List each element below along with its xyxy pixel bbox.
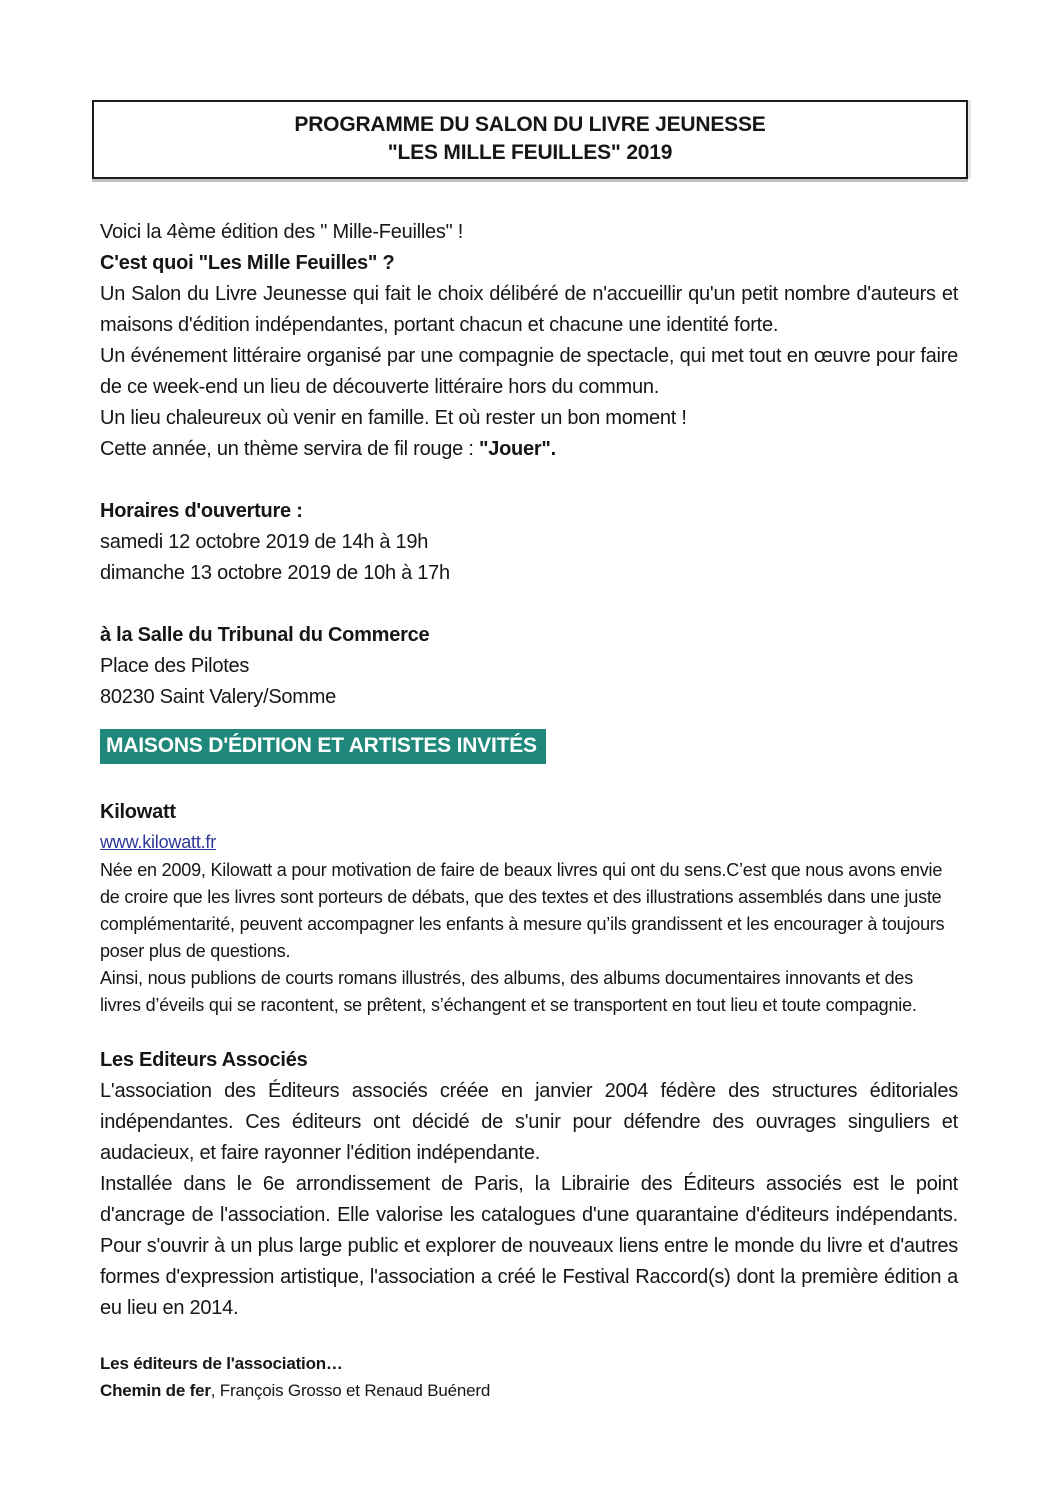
venue-city: 80230 Saint Valery/Somme	[100, 686, 336, 708]
opening-hours-saturday: samedi 12 octobre 2019 de 14h à 19h	[100, 531, 429, 553]
opening-hours-sunday: dimanche 13 octobre 2019 de 10h à 17h	[100, 562, 450, 584]
association-member-line	[100, 1377, 958, 1404]
editeurs-associes-heading: Les Editeurs Associés	[100, 1049, 308, 1071]
intro-theme: "Jouer".	[478, 438, 556, 460]
association-members-section	[100, 1350, 958, 1404]
kilowatt-heading: Kilowatt	[100, 801, 176, 823]
page-content	[0, 100, 1058, 1404]
kilowatt-website-link[interactable]: www.kilowatt.fr	[100, 832, 217, 852]
kilowatt-link-line	[100, 828, 958, 857]
intro-line4-prefix: Cette année, un thème servira de fil rouge :	[100, 438, 479, 460]
venue-section	[100, 620, 958, 713]
kilowatt-paragraph1: Née en 2009, Kilowatt a pour motivation de faire de beaux livres qui ont du sens.C’est que nous avons envie de croire que les livres sont porteurs de débats, que des textes et des illustrations assemblés dans une juste complémentarité, peuvent accompagner les enfants à mesure qu’ils grandissent et les encourager à toujours poser plus de questions.	[100, 860, 945, 961]
title-box	[92, 100, 968, 179]
editeurs-associes-section	[100, 1044, 958, 1324]
intro-line3: Un lieu chaleureux où venir en famille. Et où rester un bon moment !	[100, 407, 687, 429]
section-heading-wrap	[100, 729, 958, 764]
opening-hours-heading: Horaires d'ouverture :	[100, 500, 303, 522]
venue-name: à la Salle du Tribunal du Commerce	[100, 624, 430, 646]
intro-question: C'est quoi "Les Mille Feuilles" ?	[100, 252, 395, 274]
editeurs-paragraph2: Installée dans le 6e arrondissement de Paris, la Librairie des Éditeurs associés est le point d'ancrage de l'association. Elle valorise les catalogues d'une quarantaine d'éditeurs indépendants. Pour s'ouvrir à un plus large public et explorer de nouveaux liens entre le monde du livre et d'autres formes d'expression artistique, l'association a créé le Festival Raccord(s) dont la première édition a eu lieu en 2014.	[100, 1173, 958, 1319]
intro-paragraph2: Un événement littéraire organisé par une compagnie de spectacle, qui met tout en œuvre pour faire de ce week-end un lieu de découverte littéraire hors du commun.	[100, 345, 958, 398]
editeurs-paragraph1: L'association des Éditeurs associés créée en janvier 2004 fédère des structures éditoriales indépendantes. Ces éditeurs ont décidé de s'unir pour défendre des ouvrages singuliers et audacieux, et faire rayonner l'édition indépendante.	[100, 1080, 958, 1164]
section-heading-publishers: MAISONS D'ÉDITION ET ARTISTES INVITÉS	[100, 729, 546, 764]
kilowatt-paragraph2: Ainsi, nous publions de courts romans illustrés, des albums, des albums documentaires innovants et des livres d’éveils qui se racontent, se prêtent, s’échangent et se transportent en tout lieu et toute compagnie.	[100, 968, 917, 1015]
opening-hours-section	[100, 496, 958, 589]
document-title-line2: "LES MILLE FEUILLES" 2019	[387, 141, 673, 164]
intro-line4	[100, 434, 958, 465]
intro-section	[100, 217, 958, 465]
intro-line1: Voici la 4ème édition des " Mille-Feuilles" !	[100, 221, 464, 243]
publisher-chemin-de-fer-authors: , François Grosso et Renaud Buénerd	[210, 1381, 491, 1400]
kilowatt-section	[100, 797, 958, 1019]
association-members-heading: Les éditeurs de l'association…	[100, 1354, 343, 1373]
intro-paragraph1: Un Salon du Livre Jeunesse qui fait le choix délibéré de n'accueillir qu'un petit nombre d'auteurs et maisons d'édition indépendantes, portant chacun et chacune une identité forte.	[100, 283, 958, 336]
document-title-line1: PROGRAMME DU SALON DU LIVRE JEUNESSE	[294, 113, 766, 136]
venue-street: Place des Pilotes	[100, 655, 250, 677]
publisher-chemin-de-fer: Chemin de fer	[100, 1381, 211, 1400]
